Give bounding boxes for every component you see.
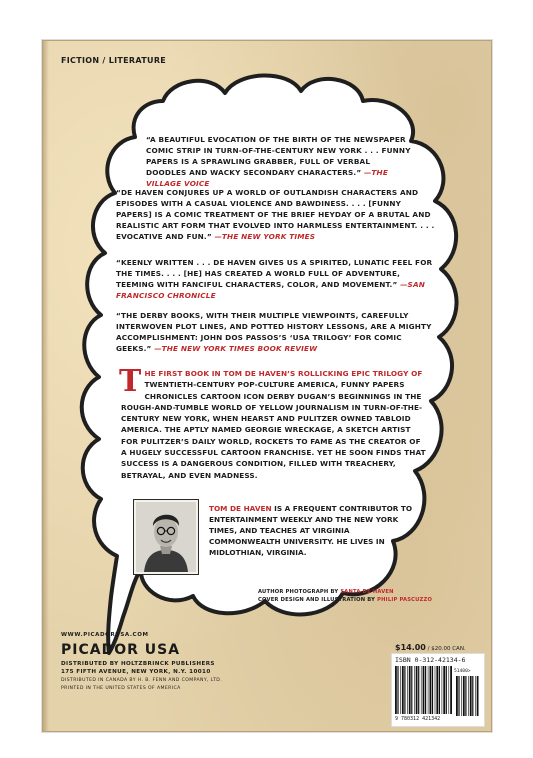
- barcode-bar: [400, 666, 401, 714]
- address-line: 175 FIFTH AVENUE, NEW YORK, N.Y. 10010: [61, 669, 211, 676]
- barcode-bar: [443, 666, 445, 714]
- isbn-barcode: [391, 653, 485, 727]
- credits: [258, 588, 458, 604]
- barcode-bar: [461, 676, 462, 716]
- review-quote-nyt-book-review: [116, 310, 436, 354]
- barcode-bar: [430, 666, 432, 714]
- barcode-bar: [411, 666, 412, 714]
- drop-cap: T: [119, 364, 142, 399]
- price-can: / $20.00 CAN.: [425, 646, 466, 652]
- description-body: TWENTIETH-CENTURY POP-CULTURE AMERICA, FUNNY PAPERS CHRONICLES CARTOON ICON DERBY DUGAN’S BEGINNINGS IN THE ROUGH-AND-TUMBLE WORLD OF YELLOW JOURNALISM IN TURN-OF-THE-CENTURY NEW YORK, WHEN HEARST AND PULITZER OWNED TABLOID AMERICA. THE APTLY NAMED GEORGIE WRECKAGE, A SKETCH ARTIST FOR PULITZER’S DAILY WORLD, ROCKETS TO FAME AS THE CREATOR OF A HUGELY SUCCESSFUL CARTOON FRANCHISE. YET HE SOON FINDS THAT SUCCESS IS A DANGEROUS CONDITION, FILLED WITH TREACHERY, BETRAYAL, AND EVEN MADNESS.: [121, 380, 426, 480]
- barcode-bar: [436, 666, 438, 714]
- book-back-cover: [42, 40, 492, 732]
- barcode-bar: [397, 666, 398, 714]
- printed-line: PRINTED IN THE UNITED STATES OF AMERICA: [61, 685, 181, 691]
- author-photo: [133, 499, 199, 575]
- publisher-info: [61, 660, 321, 693]
- barcode-bar: [472, 676, 473, 716]
- review-quote-sf-chronicle: [116, 257, 436, 301]
- author-name: TOM DE HAVEN: [209, 504, 272, 513]
- cover-content: [43, 41, 491, 731]
- barcode-bar: [407, 666, 408, 714]
- barcode-bar: [425, 666, 426, 714]
- book-description: [119, 364, 426, 481]
- quote-text: “THE DERBY BOOKS, WITH THEIR MULTIPLE VIEWPOINTS, CAREFULLY INTERWOVEN PLOT LINES, AND POTTED HISTORY LESSONS, ARE A MIGHTY ACCOMPLISHMENT: JOHN DOS PASSOS’S ‘USA TRILOGY’ FOR COMIC GEEKS.”: [116, 311, 432, 353]
- quote-text: “DE HAVEN CONJURES UP A WORLD OF OUTLANDISH CHARACTERS AND EPISODES WITH A CASUAL VIOLENCE AND BAWDINESS. . . . [FUNNY PAPERS] IS A COMIC TREATMENT OF THE BRIEF HEYDAY OF A BRUTAL AND REALISTIC ART FORM THAT EVOLVED INTO HARMLESS ENTERTAINMENT. . . . EVOCATIVE AND FUN.”: [116, 188, 435, 241]
- barcode-bar: [446, 666, 447, 714]
- barcode-bars: [395, 666, 453, 714]
- barcode-bar: [409, 666, 411, 714]
- barcode-bar: [456, 676, 458, 716]
- quote-source: —SAN FRANCISCO CHRONICLE: [116, 280, 426, 300]
- barcode-bar: [418, 666, 419, 714]
- barcode-addon-digits: 51400>: [454, 669, 471, 674]
- review-quote-village-voice: [146, 134, 411, 189]
- description-lead: HE FIRST BOOK IN TOM DE HAVEN’S ROLLICKING EPIC TRILOGY OF: [144, 369, 423, 378]
- publisher-website: WWW.PICADORUSA.COM: [61, 632, 149, 638]
- price-us: $14.00: [395, 643, 426, 652]
- barcode-bar: [458, 676, 459, 716]
- barcode-bar: [404, 666, 405, 714]
- barcode-bar: [428, 666, 429, 714]
- barcode-addon-bars: [456, 676, 480, 716]
- barcode-bar: [439, 666, 440, 714]
- price-label: [395, 643, 466, 652]
- distributor-line: DISTRIBUTED BY HOLTZBRINCK PUBLISHERS: [61, 661, 215, 667]
- quote-source: —THE NEW YORK TIMES: [214, 232, 316, 241]
- barcode-bar: [435, 666, 436, 714]
- barcode-bar: [465, 676, 466, 716]
- quote-text: “A BEAUTIFUL EVOCATION OF THE BIRTH OF THE NEWSPAPER COMIC STRIP IN TURN-OF-THE-CENTURY NEW YORK . . . FUNNY PAPERS IS A SPRAWLING GRABBER, FULL OF VERBAL DOODLES AND WACKY SECONDARY CHARACTERS.”: [146, 135, 411, 177]
- quote-source: —THE VILLAGE VOICE: [146, 168, 388, 188]
- author-portrait-icon: [136, 502, 196, 572]
- canada-line: DISTRIBUTED IN CANADA BY H. B. FENN AND COMPANY, LTD.: [61, 677, 223, 683]
- publisher-name: PICADOR USA: [61, 642, 181, 658]
- barcode-bar: [402, 666, 404, 714]
- photo-credit: AUTHOR PHOTOGRAPH BY SANTA DE HAVEN: [258, 589, 394, 595]
- isbn-text: ISBN 0-312-42134-6: [395, 656, 466, 664]
- barcode-bar: [442, 666, 443, 714]
- barcode-bar: [463, 676, 465, 716]
- barcode-bar: [432, 666, 433, 714]
- barcode-bar: [468, 676, 469, 716]
- design-credit: COVER DESIGN AND ILLUSTRATION BY PHILIP PASCUZZO: [258, 597, 433, 603]
- barcode-bar: [416, 666, 418, 714]
- quote-text: “KEENLY WRITTEN . . . DE HAVEN GIVES US A SPIRITED, LUNATIC FEEL FOR THE TIMES. . . . [HE] HAS CREATED A WORLD FULL OF ADVENTURE, TEEMING WITH FANCIFUL CHARACTERS, COLOR, AND MOVEMENT.”: [116, 258, 433, 289]
- bio-text: IS A FREQUENT CONTRIBUTOR TO ENTERTAINMENT WEEKLY AND THE NEW YORK TIMES, AND TEACHES AT VIRGINIA COMMONWEALTH UNIVERSITY. HE LIVES IN MIDLOTHIAN, VIRGINIA.: [209, 504, 413, 557]
- barcode-bar: [475, 676, 476, 716]
- category-label: FICTION / LITERATURE: [61, 56, 167, 65]
- barcode-bar: [450, 666, 452, 714]
- barcode-bar: [421, 666, 422, 714]
- barcode-bar: [395, 666, 397, 714]
- barcode-bar: [423, 666, 425, 714]
- author-bio: [209, 503, 414, 558]
- barcode-bar: [414, 666, 415, 714]
- barcode-digits: 9 780312 421342: [395, 716, 441, 722]
- review-quote-new-york-times: [116, 187, 436, 242]
- barcode-bar: [449, 666, 450, 714]
- quote-source: —THE NEW YORK TIMES BOOK REVIEW: [154, 344, 318, 353]
- barcode-bar: [470, 676, 472, 716]
- barcode-bar: [477, 676, 479, 716]
